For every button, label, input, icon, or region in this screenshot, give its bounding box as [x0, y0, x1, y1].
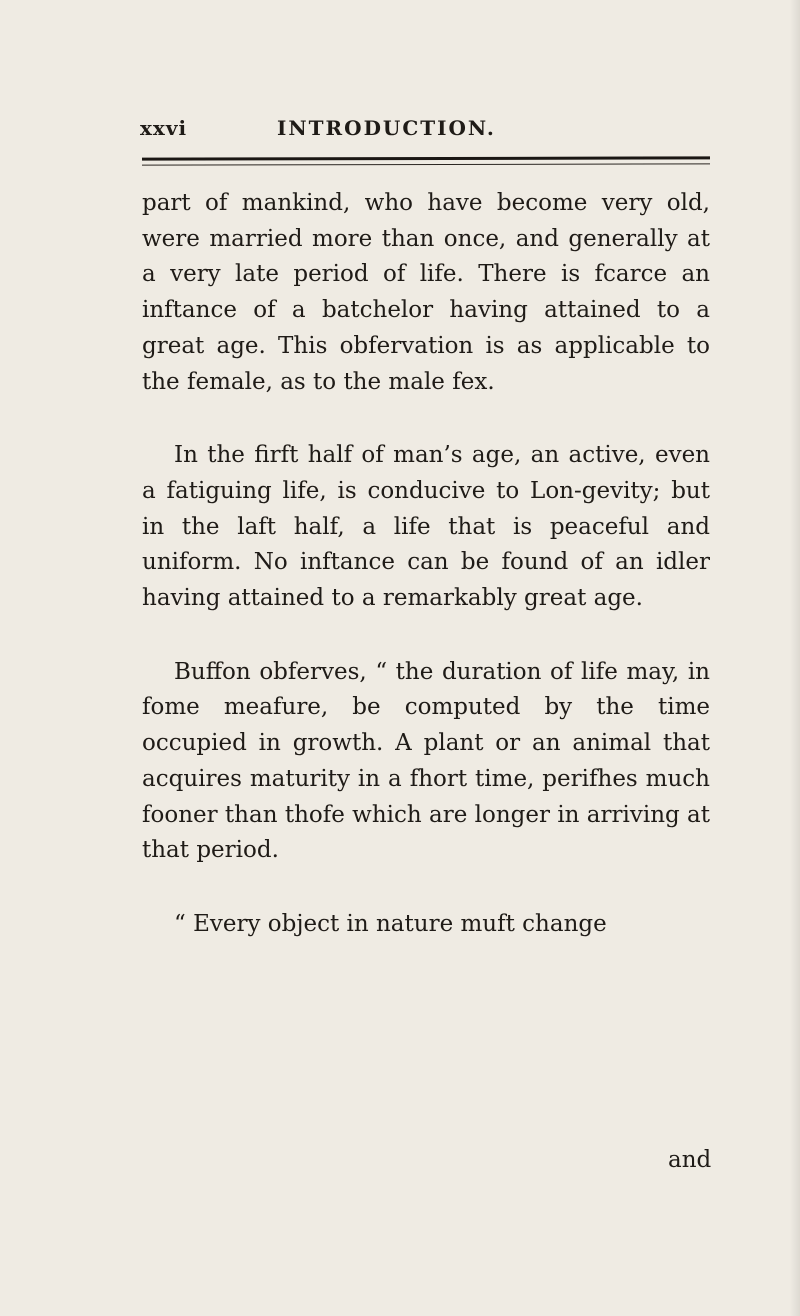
- paragraph-2: In the firft half of man’s age, an active, even a fatiguing life, is conducive to Lon-gevity; but in the laft half, a life that is peaceful and uniform. No inftance can be found of an idler having attained to a remarkably great age.: [142, 442, 710, 612]
- header-rule: [142, 156, 710, 160]
- running-head: INTRODUCTION.: [277, 116, 496, 140]
- main-text: [142, 186, 710, 943]
- page-number: xxvi: [140, 116, 188, 140]
- page-header: [140, 116, 710, 146]
- paragraph-1: part of mankind, who have become very old, were married more than once, and generally at a very late period of life. There is fcarce an inftance of a batchelor having attained to a great age. This obfervation is as applicable to the female, as to the male fex.: [142, 190, 710, 395]
- catchword: and: [668, 1147, 712, 1173]
- paragraph-4: “ Every object in nature muft change: [174, 910, 607, 937]
- page-edge-shadow: [790, 0, 800, 1316]
- paragraph-3: Buffon obferves, “ the duration of life may, in fome meafure, be computed by the time occupied in growth. A plant or an animal that acquires maturity in a fhort time, perifhes much fooner than thofe which are longer in arriving at that period.: [142, 658, 711, 864]
